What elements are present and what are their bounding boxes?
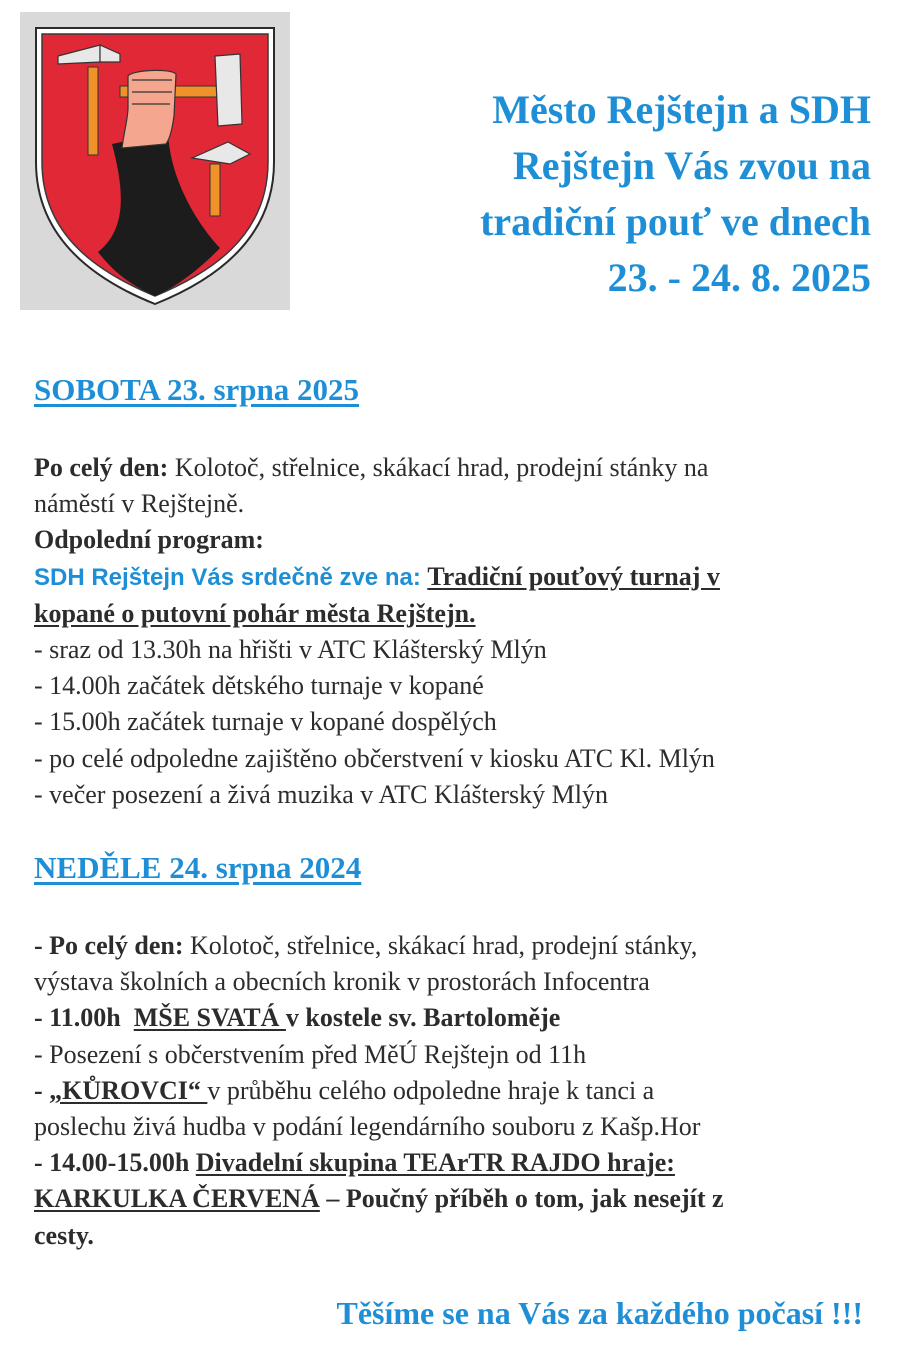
band-text-2: poslechu živá hudba v podání legendárního souboru z Kašp.Hor — [34, 1112, 701, 1142]
theatre-desc-2: cesty. — [34, 1220, 94, 1250]
theatre-desc: – Poučný příběh o tom, jak nesejít z — [319, 1184, 724, 1214]
closing-message: Těšíme se na Vás za každého počasí !!! — [336, 1295, 863, 1331]
tournament-title-2: kopané o putovní pohár města Rejštejn. — [34, 598, 476, 628]
mass-time: - 11.00h — [34, 1003, 134, 1033]
band-text: v průběhu celého odpoledne hraje k tanci a — [207, 1075, 655, 1105]
sunday-allday-text: Kolotoč, střelnice, skákací hrad, prodejní stánky, — [183, 931, 698, 960]
title-line-3: tradiční pouť ve dnech — [480, 199, 871, 244]
sunday-heading: NEDĚLE 24. srpna 2024 — [34, 850, 362, 885]
sunday-program — [34, 928, 884, 1254]
sunday-allday-text-2: výstava školních a obecních kronik v prostorách Infocentra — [34, 967, 650, 997]
band-dash: - — [34, 1075, 50, 1105]
title-line-4: 23. - 24. 8. 2025 — [607, 255, 871, 300]
tournament-title-1: Tradiční pouťový turnaj v — [427, 561, 720, 591]
mass-place: v kostele sv. Bartoloměje — [285, 1003, 561, 1033]
coat-of-arms-icon — [20, 12, 290, 310]
title-line-2: Rejštejn Vás zvou na — [512, 143, 871, 188]
theatre-group: Divadelní skupina TEArTR RAJDO hraje: — [195, 1148, 675, 1178]
invitation-title — [351, 82, 871, 306]
theatre-play: KARKULKA ČERVENÁ — [34, 1184, 320, 1214]
saturday-item: - sraz od 13.30h na hřišti v ATC Klášterský Mlýn — [34, 635, 547, 665]
saturday-allday-text: Kolotoč, střelnice, skákací hrad, prodejní stánky na — [168, 453, 709, 482]
sitting-item: - Posezení s občerstvením před MěÚ Rejštejn od 11h — [34, 1039, 587, 1069]
saturday-allday-label: Po celý den: — [34, 453, 169, 482]
band-name: „KŮROVCI“ — [49, 1075, 208, 1105]
saturday-program — [34, 450, 884, 813]
coat-of-arms — [20, 12, 290, 310]
saturday-item: - po celé odpoledne zajištěno občerstvení v kiosku ATC Kl. Mlýn — [34, 743, 715, 773]
saturday-heading: SOBOTA 23. srpna 2025 — [34, 372, 360, 407]
sunday-allday-dash: - — [34, 931, 50, 960]
saturday-item: - 14.00h začátek dětského turnaje v kopané — [34, 671, 484, 701]
saturday-allday-text-2: náměstí v Rejštejně. — [34, 489, 245, 519]
title-line-1: Město Rejštejn a SDH — [492, 87, 871, 132]
sdh-invite-prefix: SDH Rejštejn Vás srdečně zve na: — [34, 563, 421, 591]
mass-title: MŠE SVATÁ — [133, 1003, 286, 1033]
saturday-item: - večer posezení a živá muzika v ATC Klášterský Mlýn — [34, 779, 608, 809]
sunday-allday-label: Po celý den: — [49, 931, 184, 960]
saturday-item: - 15.00h začátek turnaje v kopané dospělých — [34, 707, 497, 737]
saturday-afternoon-label: Odpolední program: — [34, 525, 264, 555]
theatre-time: - 14.00-15.00h — [34, 1148, 196, 1178]
